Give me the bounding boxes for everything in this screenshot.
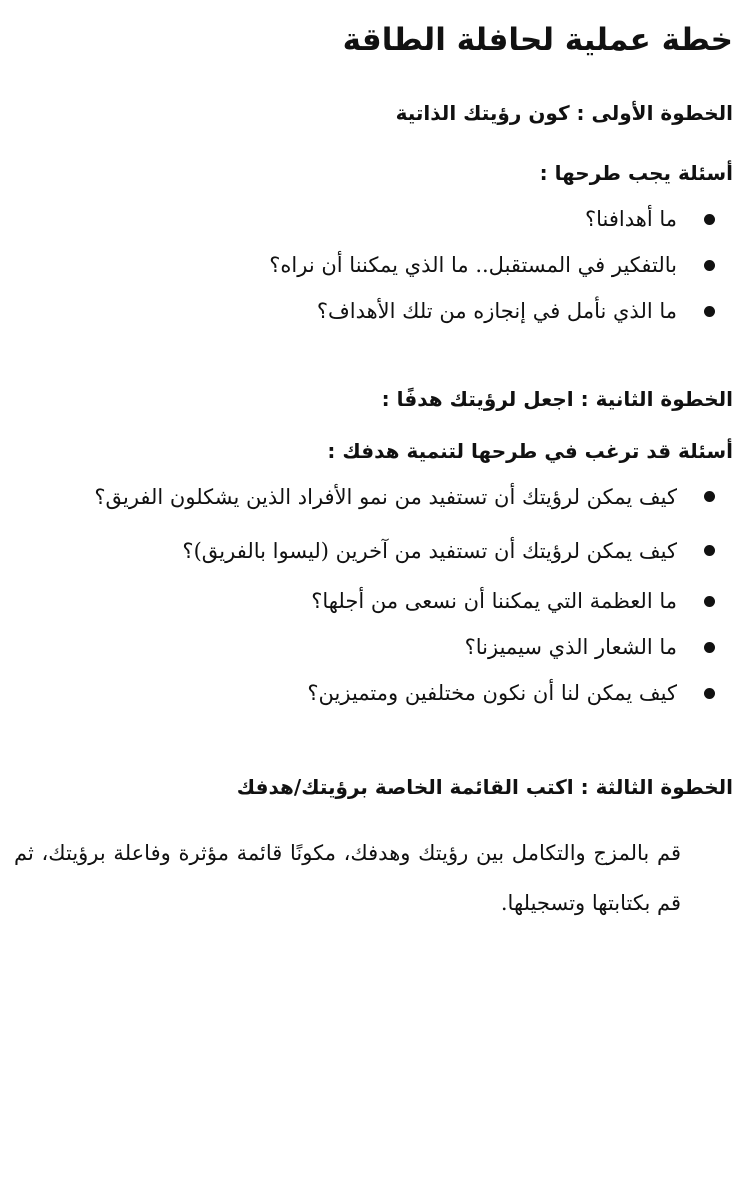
step1-bullet-text: بالتفكير في المستقبل.. ما الذي يمكننا أن نراه؟: [269, 253, 677, 277]
step3-heading: الخطوة الثالثة : اكتب القائمة الخاصة برؤيتك/هدفك: [236, 775, 733, 799]
step1-questions-heading: أسئلة يجب طرحها :: [539, 161, 733, 185]
bullet-icon: [704, 545, 715, 556]
step2-bullet-text: كيف يمكن لرؤيتك أن تستفيد من آخرين (ليسوا بالفريق)؟: [182, 539, 677, 563]
bullet-icon: [704, 642, 715, 653]
list-item: [14, 670, 733, 716]
list-item: [14, 288, 733, 334]
step1-bullet-text: ما أهدافنا؟: [584, 207, 677, 231]
bullet-icon: [704, 688, 715, 699]
list-item: [14, 470, 733, 524]
bullet-icon: [704, 214, 715, 225]
step1-bullet-text: ما الذي نأمل في إنجازه من تلك الأهداف؟: [316, 299, 677, 323]
step2-bullet-text: كيف يمكن لنا أن نكون مختلفين ومتميزين؟: [307, 681, 677, 705]
step3-section: [14, 772, 733, 928]
document-title: خطة عملية لحافلة الطاقة: [342, 22, 733, 58]
list-item: [14, 242, 733, 288]
step2-bullet-text: ما العظمة التي يمكننا أن نسعى من أجلها؟: [311, 589, 677, 613]
step2-section: [14, 384, 733, 716]
step1-heading: الخطوة الأولى : كون رؤيتك الذاتية: [395, 101, 733, 125]
step1-section: [14, 98, 733, 334]
bullet-icon: [704, 260, 715, 271]
step2-bullet-text: كيف يمكن لرؤيتك أن تستفيد من نمو الأفراد الذين يشكلون الفريق؟: [94, 485, 677, 509]
bullet-icon: [704, 491, 715, 502]
step2-bullet-list: [14, 470, 733, 716]
list-item: [14, 196, 733, 242]
bullet-icon: [704, 306, 715, 317]
step2-questions-heading: أسئلة قد ترغب في طرحها لتنمية هدفك :: [327, 439, 733, 463]
bullet-icon: [704, 596, 715, 607]
step3-paragraph: قم بالمزج والتكامل بين رؤيتك وهدفك، مكونًا قائمة مؤثرة وفاعلة برؤيتك، ثم قم بكتابتها وتسجيلها.: [14, 841, 681, 915]
step2-bullet-text: ما الشعار الذي سيميزنا؟: [464, 635, 677, 659]
step2-heading: الخطوة الثانية : اجعل لرؤيتك هدفًا :: [381, 387, 733, 411]
step1-bullet-list: [14, 196, 733, 334]
list-item: [14, 578, 733, 624]
list-item: [14, 524, 733, 578]
list-item: [14, 624, 733, 670]
